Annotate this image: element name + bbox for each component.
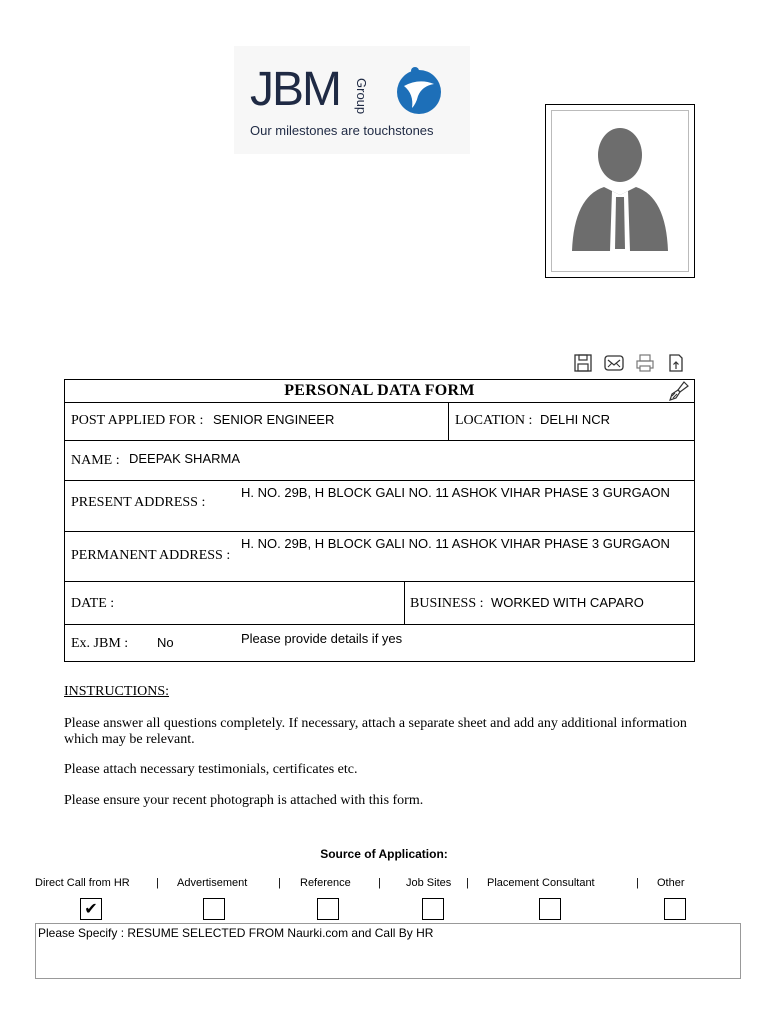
- instruction-line: Please ensure your recent photograph is attached with this form.: [64, 793, 424, 808]
- ex-jbm-details-field[interactable]: Please provide details if yes: [241, 631, 403, 646]
- source-option-label: Placement Consultant: [487, 877, 595, 889]
- separator: |: [636, 877, 639, 889]
- personal-data-form: [64, 379, 695, 662]
- business-label: BUSINESS :: [410, 596, 484, 611]
- source-option-label: Reference: [300, 877, 351, 889]
- reference-checkbox[interactable]: [317, 898, 339, 920]
- form-title-row: [65, 380, 694, 403]
- email-icon[interactable]: [604, 353, 624, 373]
- direct-call-checkbox[interactable]: ✔: [80, 898, 102, 920]
- present-address-field[interactable]: H. NO. 29B, H BLOCK GALI NO. 11 ASHOK VIHAR PHASE 3 GURGAON: [241, 485, 670, 500]
- permanent-address-field[interactable]: H. NO. 29B, H BLOCK GALI NO. 11 ASHOK VIHAR PHASE 3 GURGAON: [241, 536, 670, 551]
- form-title: PERSONAL DATA FORM: [284, 382, 475, 399]
- print-icon[interactable]: [635, 353, 655, 373]
- separator: |: [156, 877, 159, 889]
- photo-frame: [551, 110, 689, 272]
- logo-brand: JBM: [250, 63, 340, 116]
- company-logo: [234, 46, 470, 154]
- logo-mark-icon: [394, 64, 444, 116]
- post-location-row: [65, 403, 694, 441]
- ex-jbm-row: [65, 625, 694, 661]
- permanent-address-row: [65, 532, 694, 582]
- source-title: Source of Application:: [320, 847, 448, 861]
- instructions-heading: INSTRUCTIONS:: [64, 684, 170, 699]
- other-checkbox[interactable]: [664, 898, 686, 920]
- applicant-photo[interactable]: [545, 104, 695, 278]
- name-field[interactable]: DEEPAK SHARMA: [129, 451, 241, 466]
- post-label: POST APPLIED FOR :: [71, 413, 204, 428]
- job-sites-checkbox[interactable]: [422, 898, 444, 920]
- instruction-line: Please attach necessary testimonials, certificates etc.: [64, 762, 358, 777]
- specify-field[interactable]: Please Specify : RESUME SELECTED FROM Naurki.com and Call By HR: [35, 923, 741, 979]
- business-field[interactable]: WORKED WITH CAPARO: [491, 595, 644, 610]
- logo-tagline: Our milestones are touchstones: [250, 123, 434, 138]
- instruction-line: Please answer all questions completely. If necessary, attach a separate sheet and add any additional information which may be relevant.: [64, 716, 687, 747]
- clear-brush-icon[interactable]: [668, 380, 690, 402]
- post-field[interactable]: SENIOR ENGINEER: [213, 412, 335, 427]
- separator: |: [278, 877, 281, 889]
- present-address-row: [65, 481, 694, 532]
- advertisement-checkbox[interactable]: [203, 898, 225, 920]
- source-option-label: Job Sites: [406, 877, 452, 889]
- logo-group: Group: [354, 78, 369, 115]
- source-option-label: Advertisement: [177, 877, 248, 889]
- export-icon[interactable]: [666, 353, 686, 373]
- date-label: DATE :: [71, 596, 115, 611]
- location-field[interactable]: DELHI NCR: [540, 412, 611, 427]
- present-address-label: PRESENT ADDRESS :: [71, 495, 206, 510]
- source-option-label: Other: [657, 877, 685, 889]
- save-icon[interactable]: [573, 353, 593, 373]
- placement-consultant-checkbox[interactable]: [539, 898, 561, 920]
- person-silhouette-icon: [552, 111, 688, 271]
- permanent-address-label: PERMANENT ADDRESS :: [71, 548, 231, 563]
- name-row: [65, 441, 694, 481]
- location-label: LOCATION :: [455, 413, 533, 428]
- ex-jbm-label: Ex. JBM :: [71, 636, 129, 651]
- source-option-label: Direct Call from HR: [35, 877, 130, 889]
- date-business-row: [65, 582, 694, 625]
- separator: |: [378, 877, 381, 889]
- name-label: NAME :: [71, 453, 120, 468]
- ex-jbm-field[interactable]: No: [157, 635, 174, 650]
- separator: |: [466, 877, 469, 889]
